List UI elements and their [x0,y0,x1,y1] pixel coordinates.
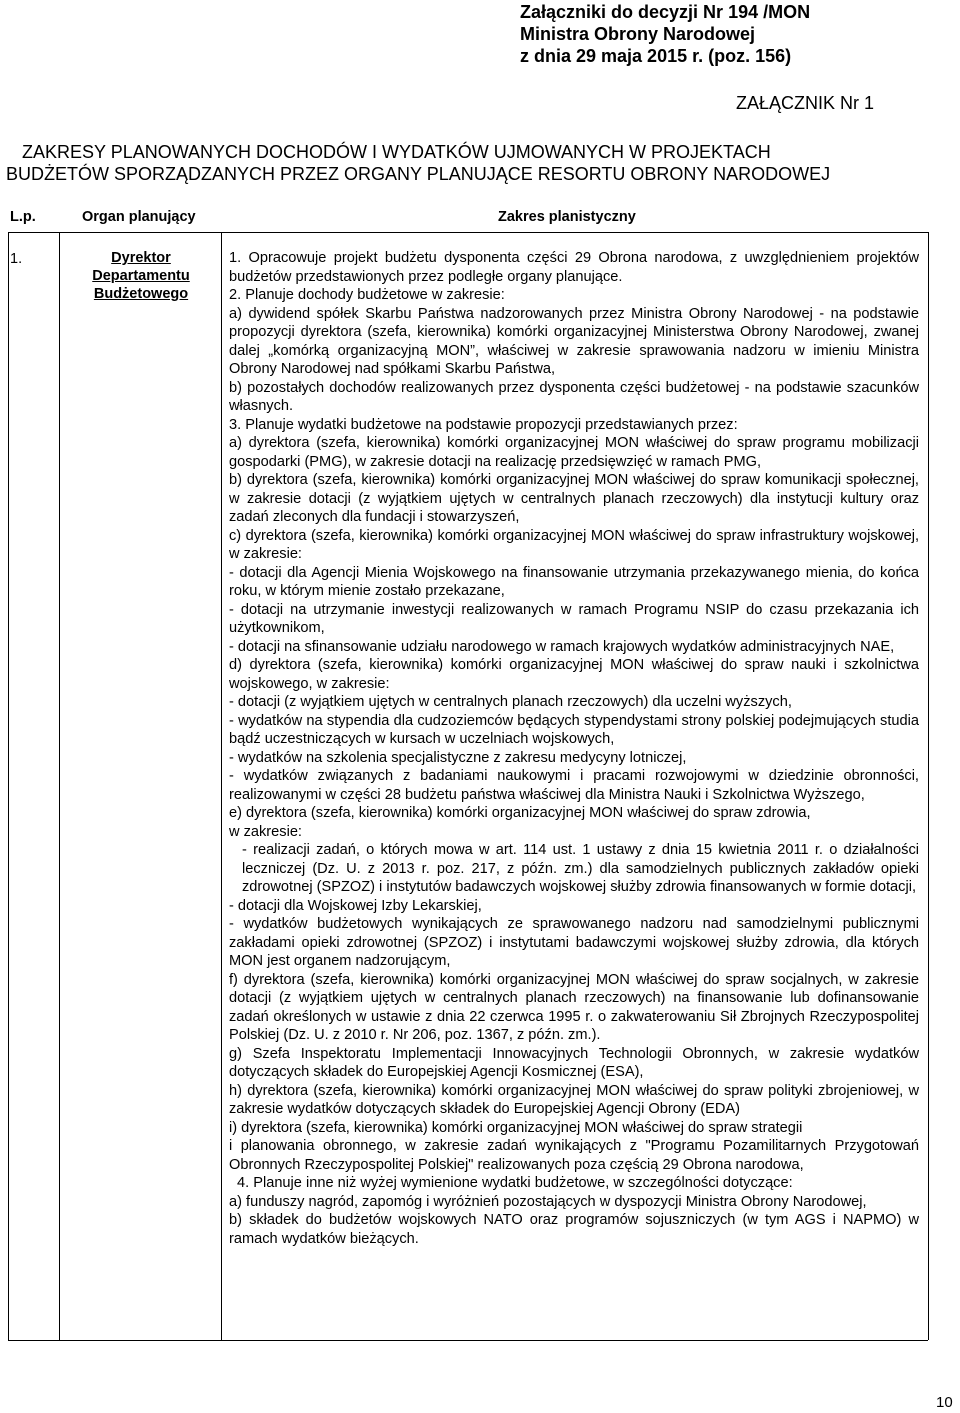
column-header-lp: L.p. [10,209,36,225]
scope-paragraph: a) funduszy nagród, zapomóg i wyróżnień pozostających w dyspozycji Ministra Obrony Narodowej, [229,1193,867,1210]
scope-paragraph: - dotacji na sfinansowanie udziału narodowego w ramach krajowych wydatków administracyjnych NAE, [229,638,895,655]
scope-paragraph: g) Szefa Inspektoratu Implementacji Innowacyjnych Technologii Obronnych, w zakresie wydatków dotyczących składek do Europejskiej Agencji Kosmicznej (ESA), [229,1045,919,1080]
scope-paragraph: e) dyrektora (szefa, kierownika) komórki organizacyjnej MON właściwej do spraw zdrowia, [229,805,811,821]
scope-paragraph: - dotacji dla Wojskowej Izby Lekarskiej, [229,897,482,914]
organ-line: Budżetowego [93,286,189,302]
scope-paragraph: i) dyrektora (szefa, kierownika) komórki organizacyjnej MON właściwej do spraw strategii [229,1119,803,1136]
scope-paragraph: b) dyrektora (szefa, kierownika) komórki organizacyjnej MON właściwej do spraw komunikacji społecznej, w zakresie dotacji (z wyjątkiem ujętych w centralnych planach rzeczowych) dla instytucji kultury oraz zadań zleconych dla fundacji i stowarzyszeń, [229,472,919,525]
scope-paragraph: f) dyrektora (szefa, kierownika) komórki organizacyjnej MON właściwej do spraw socjalnych, w zakresie dotacji (z wyjątkiem ujętych w centralnych planach rzeczowych) na finansowanie lub dofinansowanie zadań określonych w ustawie z dnia 22 czerwca 1995 r. o zakwaterowaniu Sił Zbrojnych Rzeczypospolitej Polskiej (Dz. U. z 2010 r. Nr 206, poz. 1367, z późn. zm.). [229,971,919,1043]
row-number: 1. [10,251,23,267]
table-bottom-border [8,1340,928,1341]
scope-paragraph: c) dyrektora (szefa, kierownika) komórki organizacyjnej MON właściwej do spraw infrastruktury wojskowej, w zakresie: [229,527,919,562]
scope-paragraph: h) dyrektora (szefa, kierownika) komórki organizacyjnej MON właściwej do spraw polityki zbrojeniowej, w zakresie wydatków dotyczących składek do Europejskiej Agencji Obrony (EDA) [229,1082,919,1117]
scope-paragraph: 4. Planuje inne niż wyżej wymienione wydatki budżetowe, w szczególności dotyczące: [237,1175,793,1191]
table-divider-1 [59,232,60,1340]
organ-cell [66,249,216,303]
scope-paragraph: - wydatków na szkolenia specjalistyczne z zakresu medycyny lotniczej, [229,749,687,766]
scope-paragraph: 1. Opracowuje projekt budżetu dysponenta części 29 Obrona narodowa, z uwzględnieniem projektów budżetów przedstawionych przez podległe organy planujące. [229,250,919,285]
scope-paragraph: b) pozostałych dochodów realizowanych przez dysponenta części budżetowej - na podstawie szacunków własnych. [229,379,919,414]
scope-paragraph: w zakresie: [229,823,302,840]
table-left-border [8,232,9,1340]
scope-paragraph: - dotacji dla Agencji Mienia Wojskowego na finansowanie utrzymania przekazywanego mienia, do końca roku, w którym mienie zostało przekazane, [229,564,919,599]
organ-line: Dyrektor [111,250,171,266]
header-minister-line: Ministra Obrony Narodowej [520,24,756,44]
scope-paragraph: i planowania obronnego, w zakresie zadań wynikających z "Programu Pozamilitarnych Przygotowań Obronnych Rzeczypospolitej Polskiej" realizowanych poza częścią 29 Obrona narodowa, [229,1138,919,1173]
table-right-border [928,232,929,1340]
scope-paragraph: 2. Planuje dochody budżetowe w zakresie: [229,287,505,303]
header-decision-line: Załączniki do decyzji Nr 194 /MON [520,2,811,22]
column-header-zakres: Zakres planistyczny [498,209,636,225]
document-title-line-1: ZAKRESY PLANOWANYCH DOCHODÓW I WYDATKÓW UJMOWANYCH W PROJEKTACH [22,142,771,162]
scope-paragraph: - dotacji (z wyjątkiem ujętych w centralnych planach rzeczowych) dla uczelni wyższych, [229,694,792,710]
scope-paragraph: - dotacji na utrzymanie inwestycji realizowanych w ramach Programu NSIP do czasu przekazania ich użytkownikom, [229,601,919,636]
scope-paragraph: 3. Planuje wydatki budżetowe na podstawie propozycji przedstawianych przez: [229,416,738,433]
organ-line: Departamentu [92,268,190,284]
page-number: 10 [936,1394,953,1411]
scope-paragraph: - wydatków na stypendia dla cudzoziemców będących stypendystami strony polskiej podejmujących studia bądź uczestniczących w kursach w uczelniach wojskowych, [229,712,919,747]
header-date-line: z dnia 29 maja 2015 r. (poz. 156) [520,46,792,66]
column-header-organ: Organ planujący [82,209,196,225]
scope-cell [229,249,919,1248]
table-top-border [8,232,928,233]
table-divider-2 [221,232,222,1340]
scope-paragraph: a) dyrektora (szefa, kierownika) komórki organizacyjnej MON właściwej do spraw programu mobilizacji gospodarki (PMG), w zakresie dotacji na realizację przedsięwzięć w ramach PMG, [229,435,919,470]
scope-paragraph: - wydatków związanych z badaniami naukowymi i pracami rozwojowymi w dziedzinie obronności, realizowanymi w części 28 budżetu państwa właściwej dla Ministra Nauki i Szkolnictwa Wyższego, [229,768,919,803]
scope-paragraph: - wydatków budżetowych wynikających ze sprawowanego nadzoru nad samodzielnymi publicznymi zakładami opieki zdrowotnej (SPZOZ) i instytutami badawczymi wojskowej służby zdrowia, dla których MON jest organem nadzorującym, [229,916,919,969]
scope-paragraph: - realizacji zadań, o których mowa w art. 114 ust. 1 ustawy z dnia 15 kwietnia 2011 r. o działalności leczniczej (Dz. U. z 2013 r. poz. 217, z późn. zm.) dla samodzielnych publicznych zakładów opieki zdrowotnej (SPZOZ) i instytutów badawczych wojskowej służby zdrowia finansowanych w formie dotacji, [242,842,919,895]
scope-paragraph: b) składek do budżetów wojskowych NATO oraz programów sojuszniczych (w tym AGS i NAPMO) w ramach wydatków bieżących. [229,1212,919,1247]
scope-paragraph: d) dyrektora (szefa, kierownika) komórki organizacyjnej MON właściwej do spraw nauki i szkolnictwa wojskowego, w zakresie: [229,657,919,692]
attachment-label: ZAŁĄCZNIK Nr 1 [736,93,875,113]
document-title-line-2: BUDŻETÓW SPORZĄDZANYCH PRZEZ ORGANY PLANUJĄCE RESORTU OBRONY NARODOWEJ [6,164,831,184]
scope-paragraph: a) dywidend spółek Skarbu Państwa nadzorowanych przez Ministra Obrony Narodowej - na podstawie propozycji dyrektora (szefa, kierownika) komórki organizacyjnej Ministerstwa Obrony Narodowej, zwanej dalej „komórką organizacyjną MON”, właściwej w zakresie sprawowania nadzoru w imieniu Ministra Obrony Narodowej nad spółkami Skarbu Państwa, [229,305,919,377]
